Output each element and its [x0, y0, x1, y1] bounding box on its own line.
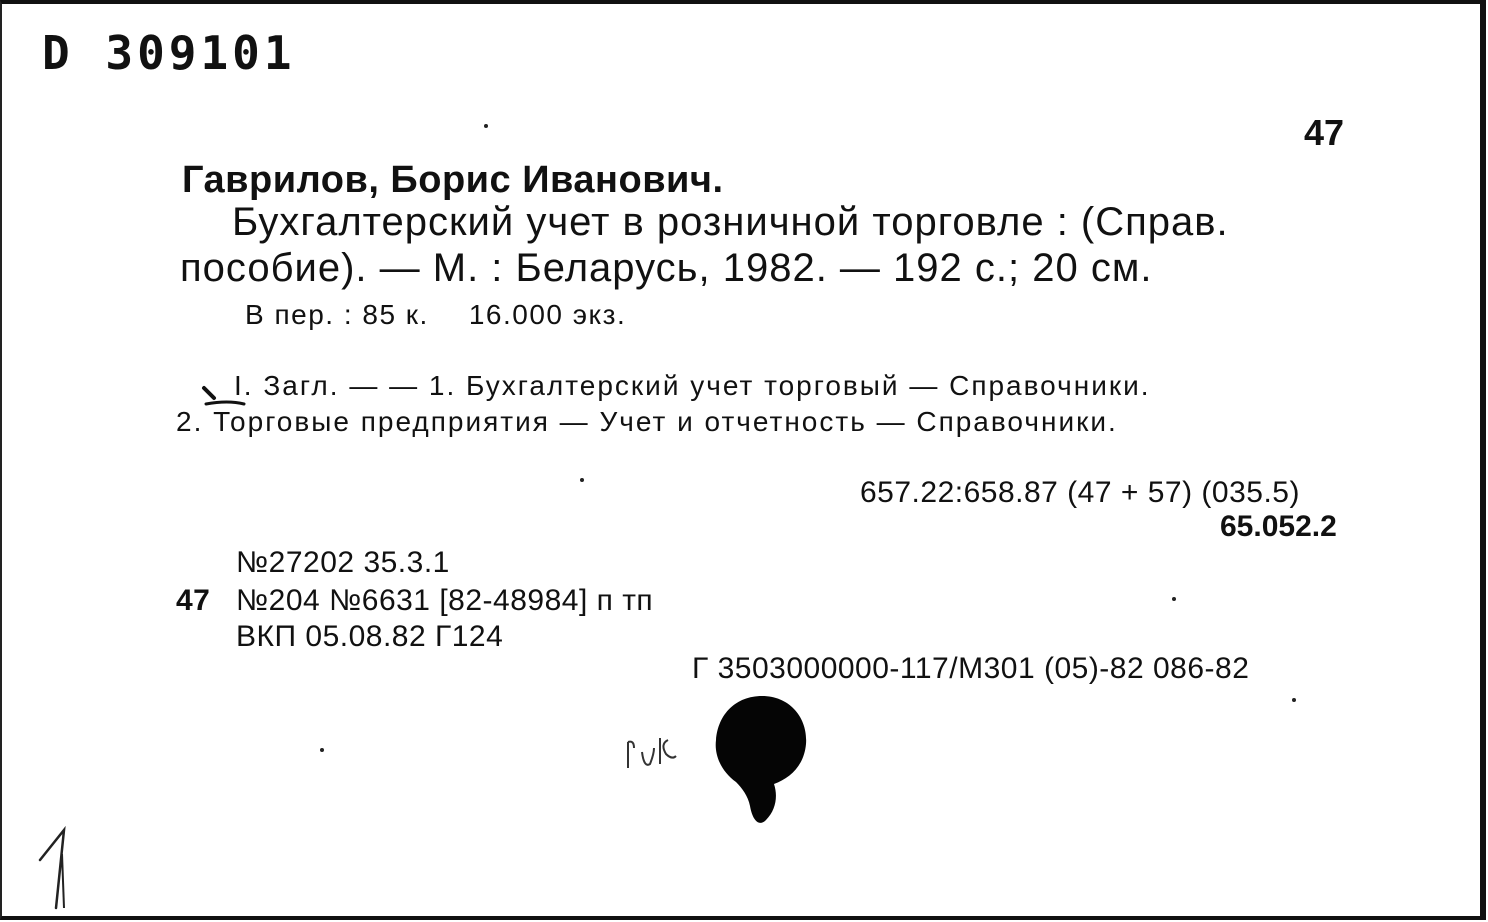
speck — [1172, 597, 1176, 601]
accession-line-1: №27202 35.3.1 — [236, 546, 450, 579]
author-heading: Гаврилов, Борис Иванович. — [182, 159, 724, 201]
udc-classification: 657.22:658.87 (47 + 57) (035.5) — [860, 476, 1300, 509]
title-line-2: пособие). — М. : Беларусь, 1982. — 192 с.; 20 см. — [180, 246, 1153, 290]
accession-line-3: ВКП 05.08.82 Г124 — [236, 620, 504, 653]
print-run: 16.000 экз. — [468, 299, 627, 330]
title-line-1: Бухгалтерский учет в розничной торговле : (Справ. — [232, 200, 1229, 244]
handwritten-digit-icon — [34, 824, 84, 914]
accession-prefix: 47 — [176, 584, 211, 617]
speck — [580, 478, 584, 482]
bbk-classification: 65.052.2 — [1220, 510, 1337, 543]
subjects-line-1: I. Загл. — — 1. Бухгалтерский учет торговый — Справочники. — [234, 370, 1151, 401]
handwritten-initials-icon — [620, 724, 690, 774]
speck — [1292, 698, 1296, 702]
page-number: 47 — [1304, 112, 1345, 153]
speck — [484, 124, 488, 128]
accession-line-2: №204 №6631 [82-48984] п тп — [236, 584, 654, 617]
ink-blot-icon — [712, 692, 812, 832]
inventory-stamp: D 309101 — [42, 26, 296, 80]
binding-price-line — [245, 299, 626, 331]
subjects-line-2: 2. Торговые предприятия — Учет и отчетность — Справочники. — [176, 406, 1118, 437]
binding-price: В пер. : 85 к. — [245, 299, 429, 330]
catalog-code: Г 3503000000-117/М301 (05)-82 086-82 — [692, 652, 1250, 685]
check-mark-icon — [198, 374, 268, 434]
speck — [320, 748, 324, 752]
